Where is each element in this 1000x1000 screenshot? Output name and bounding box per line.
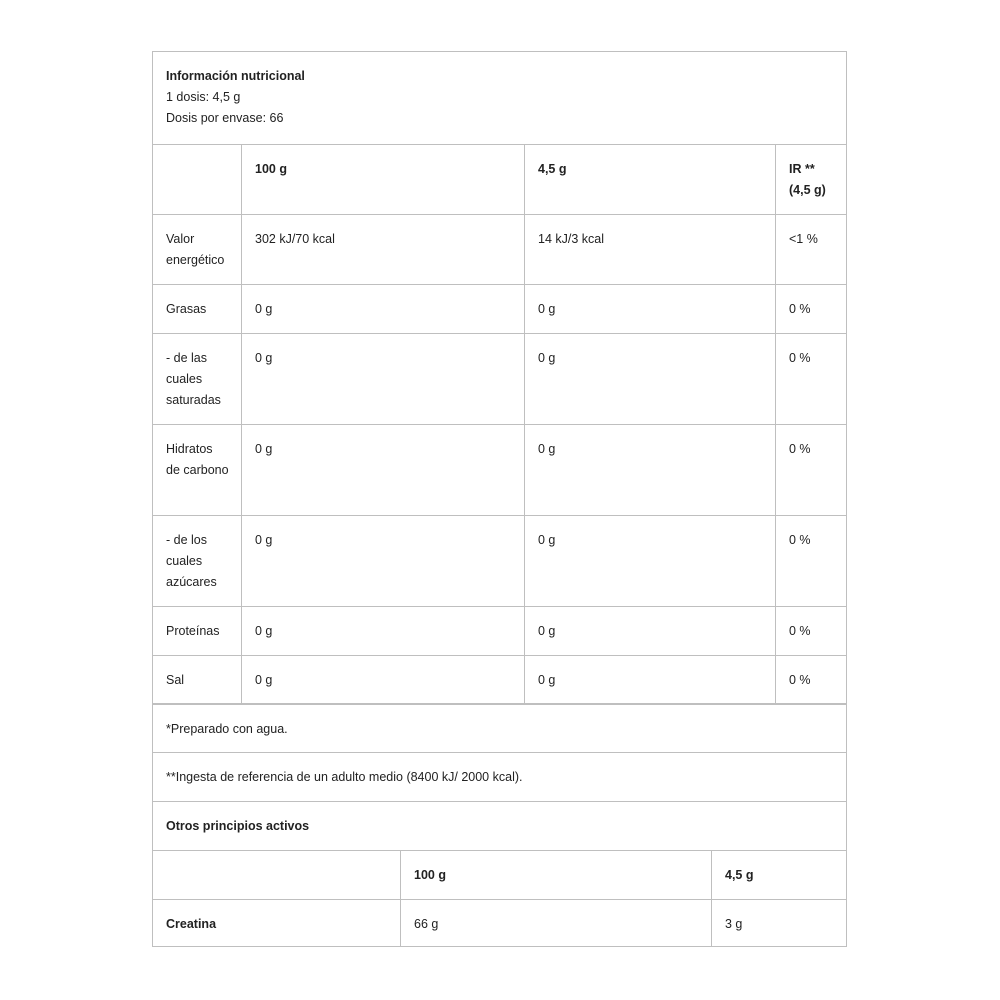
row-label: Proteínas <box>153 607 242 656</box>
value-per-100g: 0 g <box>242 656 525 704</box>
actives-table <box>153 851 846 947</box>
row-label: Sal <box>153 656 242 704</box>
column-header-label <box>153 145 242 215</box>
value-ir: 0 % <box>776 656 846 704</box>
column-header-ir: IR ** (4,5 g) <box>776 145 846 215</box>
value-ir: 0 % <box>776 285 846 334</box>
column-header-per-dose: 4,5 g <box>525 145 776 215</box>
value-per-100g: 0 g <box>242 334 525 425</box>
value-ir: 0 % <box>776 516 846 607</box>
dose-size: 1 dosis: 4,5 g <box>166 90 241 104</box>
nutrition-facts-panel <box>152 51 847 947</box>
value-per-dose: 14 kJ/3 kcal <box>525 215 776 285</box>
value-per-dose: 0 g <box>525 607 776 656</box>
value-per-dose: 0 g <box>525 334 776 425</box>
reference-intake-note: **Ingesta de referencia de un adulto medio (8400 kJ/ 2000 kcal). <box>153 753 846 802</box>
row-label: Valor energético <box>153 215 242 285</box>
value-per-100g: 0 g <box>242 285 525 334</box>
actives-column-header-per-dose: 4,5 g <box>712 851 846 900</box>
nutrition-title: Información nutricional <box>166 69 305 83</box>
row-label: Grasas <box>153 285 242 334</box>
actives-column-header-label <box>153 851 401 900</box>
active-label: Creatina <box>153 900 401 947</box>
other-actives-title: Otros principios activos <box>153 802 846 851</box>
value-ir: 0 % <box>776 607 846 656</box>
doses-per-pack: Dosis por envase: 66 <box>166 111 284 125</box>
value-per-100g: 0 g <box>242 425 525 516</box>
value-per-dose: 0 g <box>525 516 776 607</box>
value-per-100g: 0 g <box>242 607 525 656</box>
row-label: - de los cuales azúcares <box>153 516 242 607</box>
value-ir: <1 % <box>776 215 846 285</box>
value-per-100g: 0 g <box>242 516 525 607</box>
column-header-per-100g: 100 g <box>242 145 525 215</box>
active-value-per-100g: 66 g <box>401 900 712 947</box>
value-per-100g: 302 kJ/70 kcal <box>242 215 525 285</box>
active-value-per-dose: 3 g <box>725 917 743 931</box>
value-ir: 0 % <box>776 425 846 516</box>
value-ir: 0 % <box>776 334 846 425</box>
value-per-dose: 0 g <box>525 425 776 516</box>
actives-column-header-per-100g: 100 g <box>401 851 712 900</box>
nutrition-header <box>153 52 846 144</box>
nutrition-table <box>153 144 846 704</box>
row-label: - de las cuales saturadas <box>153 334 242 425</box>
prepared-note: *Preparado con agua. <box>153 704 846 753</box>
row-label: Hidratos de carbono <box>153 425 242 516</box>
value-per-dose: 0 g <box>525 656 776 704</box>
value-per-dose: 0 g <box>525 285 776 334</box>
